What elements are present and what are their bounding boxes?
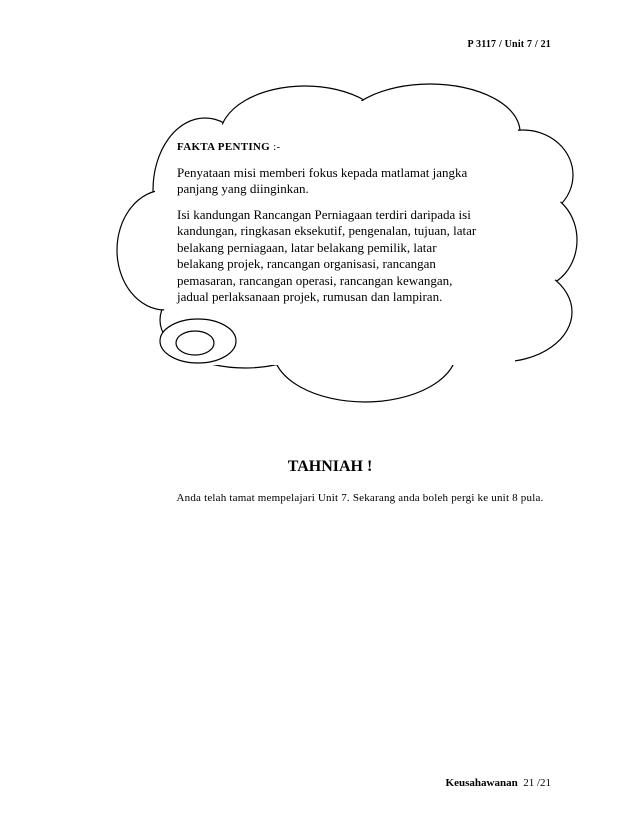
page-reference: P 3117 / Unit 7 / 21: [467, 39, 551, 50]
fact-paragraph-mission: Penyataan misi memberi fokus kepada matlamat jangka panjang yang diinginkan.: [177, 164, 468, 196]
congrats-message: Anda telah tamat mempelajari Unit 7. Sekarang anda boleh pergi ke unit 8 pula.: [176, 492, 544, 504]
footer-subject: Keusahawanan: [445, 777, 518, 789]
page-footer: [446, 777, 551, 789]
footer-page-number: 21 /21: [523, 777, 551, 789]
fact-heading-suffix: :-: [270, 141, 281, 153]
thought-bubble-inner: [176, 331, 214, 355]
fact-heading: [177, 139, 477, 156]
fact-paragraph-contents: Isi kandungan Rancangan Perniagaan terdiri daripada isi kandungan, ringkasan eksekutif, pengenalan, tujuan, latar belakang perniagaan, latar belakang pemilik, latar belakang projek, rancangan organisasi, rancangan pemasaran, rancangan operasi, rancangan kewangan, jadual perlaksanaan projek, rumusan dan lampiran.: [177, 206, 477, 304]
cloud-content: [177, 139, 477, 315]
congrats-title: TAHNIAH !: [287, 458, 373, 475]
fact-heading-label: FAKTA PENTING: [177, 141, 271, 153]
